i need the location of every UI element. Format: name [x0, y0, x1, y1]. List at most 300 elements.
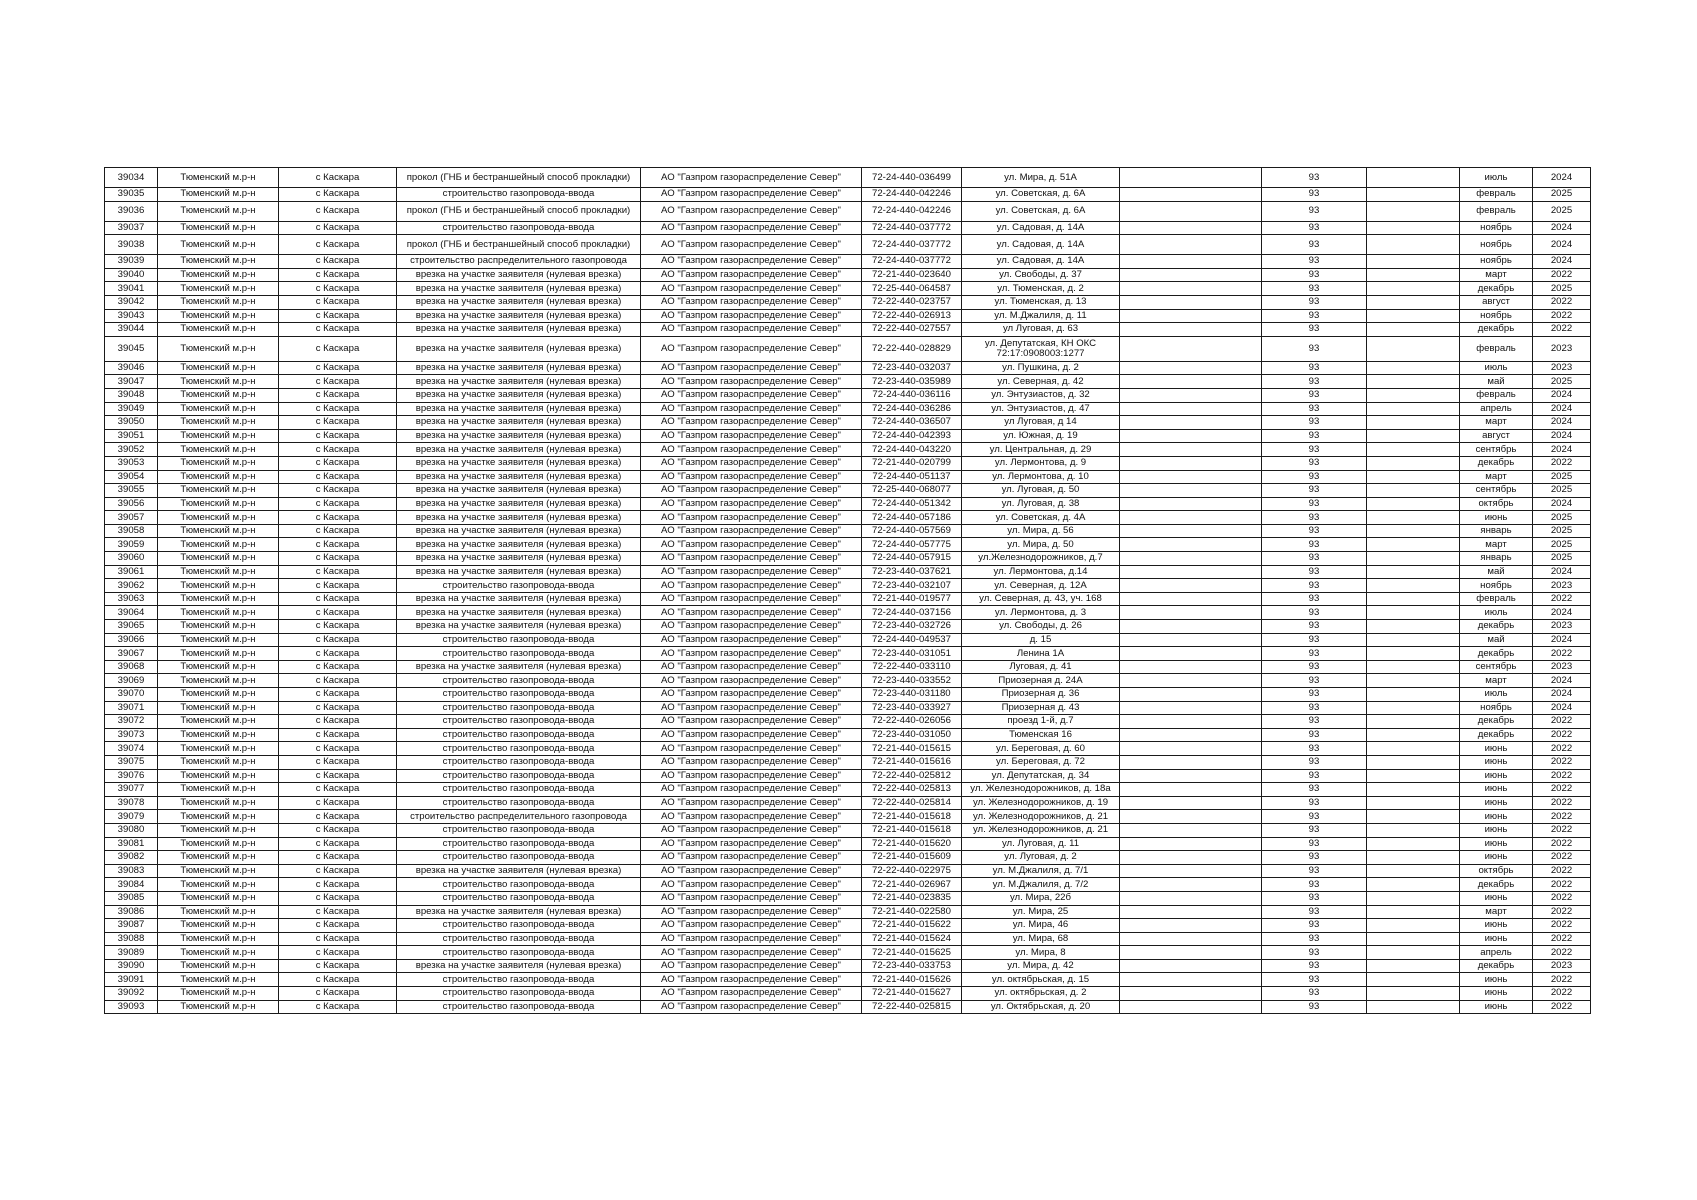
cell-code: 93: [1262, 470, 1367, 484]
cell-year: 2022: [1533, 295, 1591, 309]
cell-address: ул. Тюменская, д. 2: [962, 282, 1120, 296]
cell-code: 93: [1262, 552, 1367, 566]
cell-locality: с Каскара: [279, 443, 397, 457]
cell-month: ноябрь: [1460, 235, 1533, 255]
cell-locality: с Каскара: [279, 201, 397, 221]
table-row: [105, 701, 1591, 715]
cell-year: 2022: [1533, 987, 1591, 1001]
cell-empty-col-b: [1367, 309, 1460, 323]
cell-month: декабрь: [1460, 456, 1533, 470]
cell-organization: АО "Газпром газораспределение Север": [641, 309, 862, 323]
table-row: [105, 837, 1591, 851]
cell-address: ул. Железнодорожников, д. 18а: [962, 783, 1120, 797]
cell-empty-col-b: [1367, 388, 1460, 402]
cell-application-number: 72-22-440-028829: [862, 336, 962, 361]
cell-code: 93: [1262, 674, 1367, 688]
cell-empty-col-b: [1367, 837, 1460, 851]
cell-organization: АО "Газпром газораспределение Север": [641, 282, 862, 296]
cell-month: июнь: [1460, 1000, 1533, 1014]
cell-year: 2024: [1533, 674, 1591, 688]
cell-row-number: 39065: [105, 620, 158, 634]
cell-locality: с Каскара: [279, 660, 397, 674]
cell-empty-col-b: [1367, 538, 1460, 552]
cell-locality: с Каскара: [279, 592, 397, 606]
cell-district: Тюменский м.р-н: [158, 188, 279, 202]
cell-year: 2024: [1533, 633, 1591, 647]
cell-year: 2024: [1533, 606, 1591, 620]
cell-year: 2022: [1533, 715, 1591, 729]
cell-work-type: врезка на участке заявителя (нулевая врезка): [397, 606, 641, 620]
table-row: [105, 959, 1591, 973]
cell-empty-col-a: [1120, 647, 1262, 661]
cell-district: Тюменский м.р-н: [158, 221, 279, 235]
table-row: [105, 309, 1591, 323]
cell-empty-col-a: [1120, 1000, 1262, 1014]
cell-district: Тюменский м.р-н: [158, 864, 279, 878]
cell-work-type: строительство газопровода-ввода: [397, 783, 641, 797]
cell-address: ул.Железнодорожников, д.7: [962, 552, 1120, 566]
cell-organization: АО "Газпром газораспределение Север": [641, 188, 862, 202]
cell-month: январь: [1460, 552, 1533, 566]
cell-district: Тюменский м.р-н: [158, 282, 279, 296]
cell-district: Тюменский м.р-н: [158, 295, 279, 309]
cell-code: 93: [1262, 633, 1367, 647]
cell-empty-col-b: [1367, 235, 1460, 255]
cell-application-number: 72-24-440-037772: [862, 221, 962, 235]
cell-row-number: 39069: [105, 674, 158, 688]
cell-organization: АО "Газпром газораспределение Север": [641, 688, 862, 702]
cell-code: 93: [1262, 497, 1367, 511]
cell-year: 2022: [1533, 973, 1591, 987]
cell-address: ул. Советская, д. 6А: [962, 188, 1120, 202]
cell-district: Тюменский м.р-н: [158, 524, 279, 538]
cell-address: ул. Северная, д. 12А: [962, 579, 1120, 593]
cell-district: Тюменский м.р-н: [158, 538, 279, 552]
cell-application-number: 72-24-440-042246: [862, 201, 962, 221]
table-row: [105, 647, 1591, 661]
cell-empty-col-b: [1367, 168, 1460, 188]
cell-address: ул. М.Джалиля, д. 11: [962, 309, 1120, 323]
table-row: [105, 201, 1591, 221]
cell-code: 93: [1262, 769, 1367, 783]
cell-month: июнь: [1460, 783, 1533, 797]
cell-month: февраль: [1460, 388, 1533, 402]
cell-address: ул. Октябрьская, д. 20: [962, 1000, 1120, 1014]
cell-locality: с Каскара: [279, 1000, 397, 1014]
cell-organization: АО "Газпром газораспределение Север": [641, 592, 862, 606]
cell-empty-col-b: [1367, 282, 1460, 296]
cell-organization: АО "Газпром газораспределение Север": [641, 429, 862, 443]
cell-empty-col-b: [1367, 701, 1460, 715]
cell-locality: с Каскара: [279, 375, 397, 389]
cell-empty-col-b: [1367, 592, 1460, 606]
cell-empty-col-a: [1120, 932, 1262, 946]
cell-year: 2024: [1533, 388, 1591, 402]
cell-application-number: 72-24-440-057775: [862, 538, 962, 552]
table-row: [105, 416, 1591, 430]
cell-empty-col-a: [1120, 402, 1262, 416]
cell-locality: с Каскара: [279, 620, 397, 634]
cell-code: 93: [1262, 742, 1367, 756]
cell-month: август: [1460, 295, 1533, 309]
cell-empty-col-b: [1367, 429, 1460, 443]
cell-code: 93: [1262, 810, 1367, 824]
cell-empty-col-a: [1120, 416, 1262, 430]
table-row: [105, 606, 1591, 620]
cell-address: ул. Тюменская, д. 13: [962, 295, 1120, 309]
cell-empty-col-a: [1120, 168, 1262, 188]
cell-empty-col-b: [1367, 484, 1460, 498]
cell-work-type: строительство газопровода-ввода: [397, 579, 641, 593]
cell-month: июнь: [1460, 511, 1533, 525]
cell-empty-col-b: [1367, 810, 1460, 824]
cell-code: 93: [1262, 235, 1367, 255]
cell-locality: с Каскара: [279, 783, 397, 797]
cell-year: 2024: [1533, 235, 1591, 255]
cell-empty-col-b: [1367, 201, 1460, 221]
cell-empty-col-b: [1367, 769, 1460, 783]
cell-empty-col-b: [1367, 456, 1460, 470]
cell-address: ул. Пушкина, д. 2: [962, 361, 1120, 375]
cell-organization: АО "Газпром газораспределение Север": [641, 660, 862, 674]
cell-organization: АО "Газпром газораспределение Север": [641, 769, 862, 783]
cell-month: октябрь: [1460, 864, 1533, 878]
table-row: [105, 742, 1591, 756]
cell-month: июнь: [1460, 891, 1533, 905]
cell-organization: АО "Газпром газораспределение Север": [641, 511, 862, 525]
cell-empty-col-b: [1367, 579, 1460, 593]
cell-organization: АО "Газпром газораспределение Север": [641, 674, 862, 688]
cell-application-number: 72-21-440-015618: [862, 810, 962, 824]
cell-year: 2022: [1533, 456, 1591, 470]
cell-application-number: 72-22-440-025812: [862, 769, 962, 783]
cell-year: 2025: [1533, 484, 1591, 498]
table-row: [105, 660, 1591, 674]
cell-code: 93: [1262, 565, 1367, 579]
cell-district: Тюменский м.р-н: [158, 728, 279, 742]
cell-empty-col-b: [1367, 221, 1460, 235]
cell-month: июнь: [1460, 932, 1533, 946]
cell-year: 2025: [1533, 552, 1591, 566]
cell-year: 2025: [1533, 524, 1591, 538]
cell-month: ноябрь: [1460, 701, 1533, 715]
cell-work-type: врезка на участке заявителя (нулевая врезка): [397, 375, 641, 389]
cell-address: ул. Береговая, д. 72: [962, 755, 1120, 769]
cell-organization: АО "Газпром газораспределение Север": [641, 959, 862, 973]
cell-application-number: 72-22-440-023757: [862, 295, 962, 309]
cell-row-number: 39049: [105, 402, 158, 416]
cell-locality: с Каскара: [279, 429, 397, 443]
cell-empty-col-b: [1367, 932, 1460, 946]
cell-address: ул. Железнодорожников, д. 21: [962, 810, 1120, 824]
cell-address: Тюменская 16: [962, 728, 1120, 742]
cell-empty-col-a: [1120, 188, 1262, 202]
cell-empty-col-b: [1367, 552, 1460, 566]
cell-row-number: 39089: [105, 946, 158, 960]
cell-month: июнь: [1460, 973, 1533, 987]
cell-work-type: строительство газопровода-ввода: [397, 755, 641, 769]
cell-locality: с Каскара: [279, 388, 397, 402]
cell-district: Тюменский м.р-н: [158, 443, 279, 457]
cell-month: апрель: [1460, 946, 1533, 960]
cell-month: июль: [1460, 361, 1533, 375]
cell-address: ул. Береговая, д. 60: [962, 742, 1120, 756]
cell-application-number: 72-23-440-031050: [862, 728, 962, 742]
cell-application-number: 72-24-440-057569: [862, 524, 962, 538]
cell-year: 2024: [1533, 429, 1591, 443]
cell-year: 2022: [1533, 1000, 1591, 1014]
cell-organization: АО "Газпром газораспределение Север": [641, 295, 862, 309]
cell-empty-col-b: [1367, 946, 1460, 960]
cell-locality: с Каскара: [279, 674, 397, 688]
cell-district: Тюменский м.р-н: [158, 375, 279, 389]
cell-application-number: 72-24-440-036116: [862, 388, 962, 402]
cell-code: 93: [1262, 484, 1367, 498]
cell-year: 2022: [1533, 864, 1591, 878]
table-row: [105, 674, 1591, 688]
cell-code: 93: [1262, 323, 1367, 337]
cell-address: ул. Железнодорожников, д. 19: [962, 796, 1120, 810]
cell-empty-col-b: [1367, 796, 1460, 810]
cell-code: 93: [1262, 783, 1367, 797]
cell-row-number: 39053: [105, 456, 158, 470]
cell-code: 93: [1262, 361, 1367, 375]
cell-empty-col-b: [1367, 633, 1460, 647]
cell-empty-col-a: [1120, 235, 1262, 255]
cell-empty-col-a: [1120, 295, 1262, 309]
cell-empty-col-b: [1367, 188, 1460, 202]
cell-organization: АО "Газпром газораспределение Север": [641, 742, 862, 756]
cell-row-number: 39058: [105, 524, 158, 538]
cell-application-number: 72-21-440-015624: [862, 932, 962, 946]
cell-empty-col-b: [1367, 443, 1460, 457]
cell-organization: АО "Газпром газораспределение Север": [641, 484, 862, 498]
cell-empty-col-b: [1367, 919, 1460, 933]
cell-year: 2024: [1533, 402, 1591, 416]
cell-organization: АО "Газпром газораспределение Север": [641, 168, 862, 188]
table-row: [105, 336, 1591, 361]
cell-work-type: врезка на участке заявителя (нулевая врезка): [397, 620, 641, 634]
cell-work-type: строительство газопровода-ввода: [397, 919, 641, 933]
cell-address: ул. Энтузиастов, д. 47: [962, 402, 1120, 416]
cell-month: июнь: [1460, 810, 1533, 824]
cell-organization: АО "Газпром газораспределение Север": [641, 323, 862, 337]
cell-year: 2023: [1533, 660, 1591, 674]
cell-empty-col-b: [1367, 987, 1460, 1001]
cell-code: 93: [1262, 878, 1367, 892]
cell-empty-col-a: [1120, 837, 1262, 851]
cell-address: ул. Северная, д. 42: [962, 375, 1120, 389]
cell-locality: с Каскара: [279, 715, 397, 729]
cell-empty-col-a: [1120, 309, 1262, 323]
cell-empty-col-a: [1120, 919, 1262, 933]
cell-district: Тюменский м.р-н: [158, 905, 279, 919]
cell-organization: АО "Газпром газораспределение Север": [641, 497, 862, 511]
table-row: [105, 484, 1591, 498]
cell-work-type: строительство газопровода-ввода: [397, 796, 641, 810]
cell-organization: АО "Газпром газораспределение Север": [641, 946, 862, 960]
cell-row-number: 39090: [105, 959, 158, 973]
cell-locality: с Каскара: [279, 959, 397, 973]
cell-row-number: 39046: [105, 361, 158, 375]
cell-empty-col-a: [1120, 742, 1262, 756]
cell-empty-col-b: [1367, 336, 1460, 361]
cell-month: август: [1460, 429, 1533, 443]
cell-work-type: врезка на участке заявителя (нулевая врезка): [397, 538, 641, 552]
table-row: [105, 361, 1591, 375]
cell-empty-col-a: [1120, 810, 1262, 824]
cell-district: Тюменский м.р-н: [158, 497, 279, 511]
cell-locality: с Каскара: [279, 837, 397, 851]
cell-code: 93: [1262, 864, 1367, 878]
cell-district: Тюменский м.р-н: [158, 946, 279, 960]
table-row: [105, 878, 1591, 892]
cell-row-number: 39044: [105, 323, 158, 337]
cell-row-number: 39079: [105, 810, 158, 824]
cell-code: 93: [1262, 201, 1367, 221]
cell-code: 93: [1262, 823, 1367, 837]
cell-row-number: 39081: [105, 837, 158, 851]
cell-year: 2022: [1533, 823, 1591, 837]
cell-row-number: 39062: [105, 579, 158, 593]
cell-address: ул. Садовая, д. 14А: [962, 235, 1120, 255]
cell-work-type: врезка на участке заявителя (нулевая врезка): [397, 552, 641, 566]
cell-empty-col-b: [1367, 295, 1460, 309]
cell-district: Тюменский м.р-н: [158, 878, 279, 892]
cell-locality: с Каскара: [279, 728, 397, 742]
cell-empty-col-b: [1367, 878, 1460, 892]
cell-organization: АО "Газпром газораспределение Север": [641, 402, 862, 416]
cell-work-type: строительство газопровода-ввода: [397, 701, 641, 715]
cell-row-number: 39045: [105, 336, 158, 361]
cell-code: 93: [1262, 168, 1367, 188]
table-row: [105, 769, 1591, 783]
cell-address: ул. Лермонтова, д.14: [962, 565, 1120, 579]
cell-application-number: 72-22-440-022975: [862, 864, 962, 878]
cell-work-type: врезка на участке заявителя (нулевая врезка): [397, 295, 641, 309]
cell-organization: АО "Газпром газораспределение Север": [641, 1000, 862, 1014]
cell-locality: с Каскара: [279, 973, 397, 987]
cell-address: ул. Мира, 8: [962, 946, 1120, 960]
cell-code: 93: [1262, 456, 1367, 470]
cell-empty-col-a: [1120, 497, 1262, 511]
cell-empty-col-a: [1120, 959, 1262, 973]
table-row: [105, 323, 1591, 337]
cell-district: Тюменский м.р-н: [158, 891, 279, 905]
cell-work-type: строительство газопровода-ввода: [397, 188, 641, 202]
cell-locality: с Каскара: [279, 235, 397, 255]
cell-year: 2023: [1533, 579, 1591, 593]
cell-code: 93: [1262, 987, 1367, 1001]
cell-row-number: 39080: [105, 823, 158, 837]
cell-application-number: 72-23-440-032107: [862, 579, 962, 593]
table-row: [105, 221, 1591, 235]
cell-row-number: 39071: [105, 701, 158, 715]
cell-row-number: 39068: [105, 660, 158, 674]
cell-work-type: врезка на участке заявителя (нулевая врезка): [397, 282, 641, 296]
cell-organization: АО "Газпром газораспределение Север": [641, 565, 862, 579]
cell-row-number: 39077: [105, 783, 158, 797]
cell-month: июнь: [1460, 987, 1533, 1001]
cell-district: Тюменский м.р-н: [158, 851, 279, 865]
cell-year: 2022: [1533, 323, 1591, 337]
cell-organization: АО "Газпром газораспределение Север": [641, 375, 862, 389]
cell-month: май: [1460, 565, 1533, 579]
cell-application-number: 72-23-440-032037: [862, 361, 962, 375]
cell-row-number: 39073: [105, 728, 158, 742]
cell-district: Тюменский м.р-н: [158, 511, 279, 525]
cell-locality: с Каскара: [279, 524, 397, 538]
cell-month: июнь: [1460, 755, 1533, 769]
cell-organization: АО "Газпром газораспределение Север": [641, 701, 862, 715]
cell-address: ул. Депутатская, КН ОКС 72:17:0908003:1277: [962, 336, 1120, 361]
cell-application-number: 72-22-440-027557: [862, 323, 962, 337]
cell-locality: с Каскара: [279, 565, 397, 579]
cell-district: Тюменский м.р-н: [158, 796, 279, 810]
table-row: [105, 905, 1591, 919]
cell-application-number: 72-21-440-015618: [862, 823, 962, 837]
table-row: [105, 497, 1591, 511]
cell-empty-col-b: [1367, 497, 1460, 511]
cell-work-type: строительство газопровода-ввода: [397, 823, 641, 837]
cell-address: ул. Луговая, д. 11: [962, 837, 1120, 851]
cell-row-number: 39063: [105, 592, 158, 606]
cell-district: Тюменский м.р-н: [158, 674, 279, 688]
cell-application-number: 72-23-440-033927: [862, 701, 962, 715]
cell-application-number: 72-25-440-068077: [862, 484, 962, 498]
cell-work-type: врезка на участке заявителя (нулевая врезка): [397, 524, 641, 538]
cell-application-number: 72-21-440-022580: [862, 905, 962, 919]
cell-month: май: [1460, 375, 1533, 389]
cell-district: Тюменский м.р-н: [158, 429, 279, 443]
cell-month: февраль: [1460, 201, 1533, 221]
cell-locality: с Каскара: [279, 282, 397, 296]
cell-code: 93: [1262, 524, 1367, 538]
cell-month: декабрь: [1460, 620, 1533, 634]
cell-row-number: 39039: [105, 255, 158, 269]
cell-district: Тюменский м.р-н: [158, 987, 279, 1001]
cell-organization: АО "Газпром газораспределение Север": [641, 456, 862, 470]
cell-district: Тюменский м.р-н: [158, 1000, 279, 1014]
cell-empty-col-b: [1367, 742, 1460, 756]
cell-work-type: строительство газопровода-ввода: [397, 946, 641, 960]
cell-application-number: 72-23-440-033552: [862, 674, 962, 688]
cell-locality: с Каскара: [279, 552, 397, 566]
cell-locality: с Каскара: [279, 188, 397, 202]
cell-row-number: 39048: [105, 388, 158, 402]
cell-application-number: 72-21-440-026967: [862, 878, 962, 892]
cell-month: июль: [1460, 606, 1533, 620]
cell-work-type: врезка на участке заявителя (нулевая врезка): [397, 959, 641, 973]
cell-address: ул. Лермонтова, д. 10: [962, 470, 1120, 484]
cell-code: 93: [1262, 688, 1367, 702]
cell-code: 93: [1262, 188, 1367, 202]
cell-locality: с Каскара: [279, 823, 397, 837]
cell-empty-col-a: [1120, 606, 1262, 620]
cell-code: 93: [1262, 336, 1367, 361]
cell-district: Тюменский м.р-н: [158, 255, 279, 269]
table-row: [105, 402, 1591, 416]
cell-application-number: 72-24-440-037772: [862, 255, 962, 269]
cell-month: февраль: [1460, 592, 1533, 606]
cell-application-number: 72-24-440-037156: [862, 606, 962, 620]
cell-organization: АО "Газпром газораспределение Север": [641, 878, 862, 892]
cell-month: июль: [1460, 688, 1533, 702]
cell-application-number: 72-24-440-036286: [862, 402, 962, 416]
cell-row-number: 39087: [105, 919, 158, 933]
cell-district: Тюменский м.р-н: [158, 336, 279, 361]
cell-code: 93: [1262, 905, 1367, 919]
